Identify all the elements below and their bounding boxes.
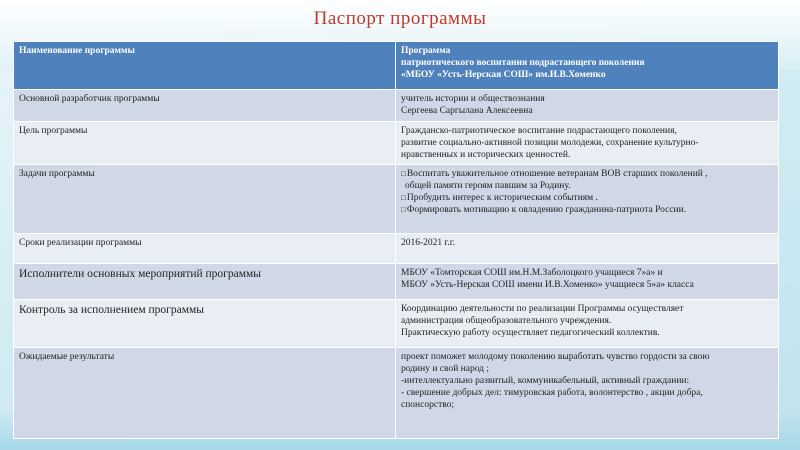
table-row-executors <box>14 264 779 300</box>
cell-dates-label: Сроки реализации программы <box>14 234 396 264</box>
cell-results-value <box>396 348 779 439</box>
cell-tasks-value <box>396 165 779 234</box>
text-line: -интеллектуально развитый, коммуникабельный, активный граждании: <box>401 376 690 386</box>
task-item-continuation: общей памяти героям павшим за Родину. <box>405 181 571 191</box>
text-line: Гражданско-патриотическое воспитание подрастающего поколения, <box>401 126 677 136</box>
cell-developer-label: Основной разработчик программы <box>14 90 396 122</box>
table-row-goal <box>14 122 779 165</box>
text-line: Программа <box>401 46 451 56</box>
text-line: МБОУ «Томторская СОШ им.Н.М.Заболоцкого учащиеся 7»а» и <box>401 268 663 278</box>
task-item: □ Пробудить интерес к историческим событиям . <box>401 192 773 204</box>
page-title: Паспорт программы <box>313 8 487 29</box>
cell-control-value <box>396 300 779 348</box>
cell-control-label: Контроль за исполнением программы <box>14 300 396 348</box>
text-line: Координацию деятельности по реализации Программы осуществляет <box>401 304 684 314</box>
cell-program-name-label: Наименование программы <box>14 42 396 90</box>
cell-program-name-value <box>396 42 779 90</box>
text-line: спонсорство; <box>401 400 455 410</box>
table-row-developer <box>14 90 779 122</box>
text-line: родину и свой народ ; <box>401 364 490 374</box>
task-item: □ Формировать мотивацию к овладению гражданина-патриота России. <box>401 204 773 216</box>
text-line: МБОУ »Усть-Нерская СОШ имени И.В.Хоменко» учащиеся 5»а» класса <box>401 280 694 290</box>
text-line: проект поможет молодому поколению выработать чувство гордости за свою <box>401 352 710 362</box>
cell-goal-label: Цель программы <box>14 122 396 165</box>
cell-developer-value <box>396 90 779 122</box>
text-line: «МБОУ «Усть-Нерская СОШ» им.И.В.Хоменко <box>401 70 606 80</box>
table-row-results <box>14 348 779 439</box>
text-line: Сергеева Саргылана Алексеевна <box>401 106 533 116</box>
text-line: нравственных и исторических ценностей. <box>401 150 571 160</box>
text-line: - свершение добрых дел: тимуровская работа, волонтерство , акции добра, <box>401 388 703 398</box>
cell-executors-label: Исполнители основных мероприятий программы <box>14 264 396 300</box>
text-line: патриотического воспитания подрастающего поколения <box>401 58 645 68</box>
text-line: Практическую работу осуществляет педагогический коллектив. <box>401 328 660 338</box>
text-line: развитие социально-активной позиции молодежи, сохранение культурно- <box>401 138 699 148</box>
cell-dates-value: 2016-2021 г.г. <box>396 234 779 264</box>
text-line: учитель истории и обществознания <box>401 94 545 104</box>
text-line: администрация общеобразовательного учреждения. <box>401 316 612 326</box>
task-item: □ Воспитать уважительное отношение ветеранам ВОВ старших поколений , <box>401 168 773 180</box>
table-row-control <box>14 300 779 348</box>
cell-results-label: Ожидаемые результаты <box>14 348 396 439</box>
cell-executors-value <box>396 264 779 300</box>
cell-tasks-label: Задачи программы <box>14 165 396 234</box>
program-passport-table-container <box>13 41 778 438</box>
table-row-dates <box>14 234 779 264</box>
cell-goal-value <box>396 122 779 165</box>
program-passport-table <box>13 41 779 439</box>
table-row-header <box>14 42 779 90</box>
table-row-tasks <box>14 165 779 234</box>
